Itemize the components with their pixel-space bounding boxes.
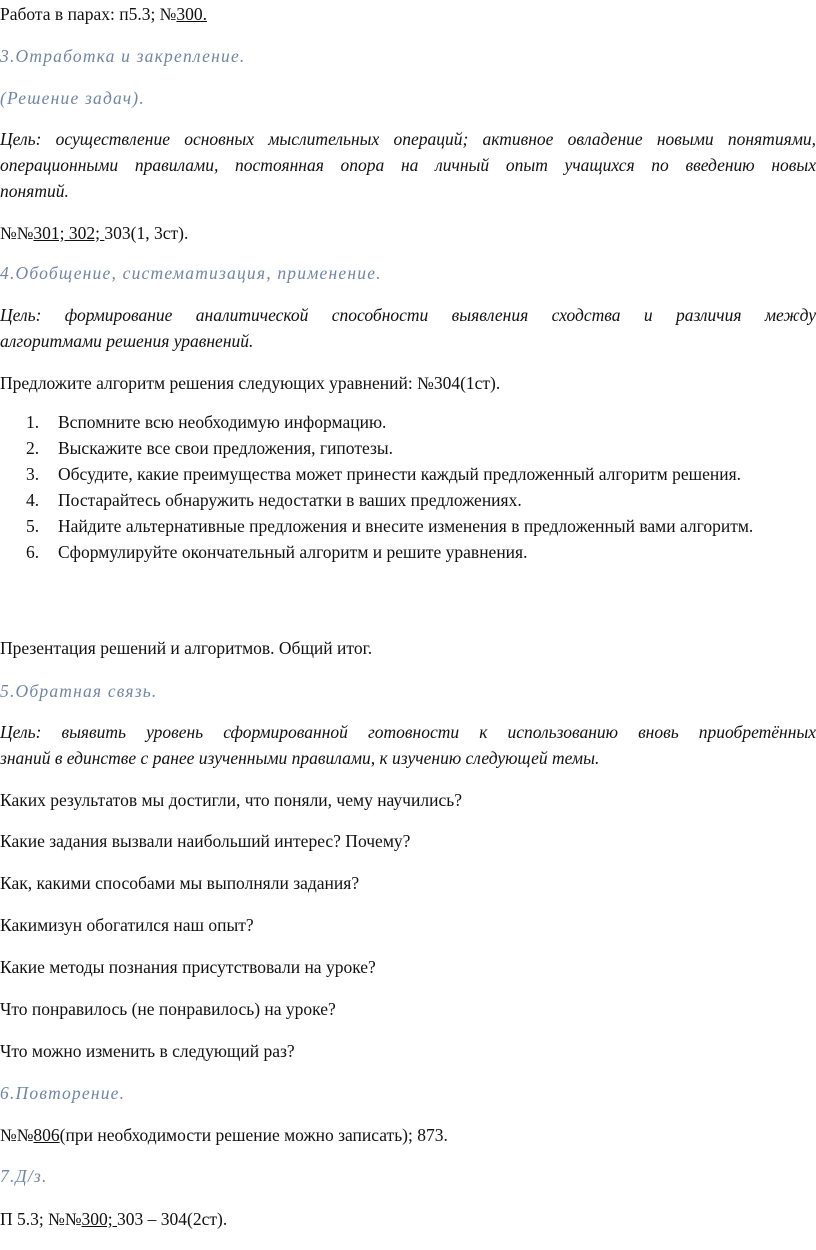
step-text: Сформулируйте окончательный алгоритм и решите уравнения. [58, 542, 528, 562]
list-item [0, 461, 816, 487]
step-text: Постарайтесь обнаружить недостатки в ваших предложениях. [58, 490, 522, 510]
step-number: 3. [26, 464, 40, 484]
presentation-line: Презентация решений и алгоритмов. Общий итог. [0, 638, 373, 658]
aim-3-line-a: Цель: выявить уровень сформированной готовности к использованию вновь приобретённых [0, 722, 816, 742]
aim-2-line-a: Цель: формирование аналитической способности выявления сходства и различия между [0, 305, 816, 325]
step-number: 1. [26, 412, 40, 432]
question-3: Как, какими способами мы выполняли задания? [0, 873, 360, 893]
step-number: 2. [26, 438, 40, 458]
aim-1-line-a: Цель: осуществление основных мыслительных операций; активное овладение новыми понятиями, [0, 129, 816, 149]
list-item [0, 487, 816, 513]
repeat-line [0, 1124, 816, 1146]
homework-link[interactable]: 300; [81, 1209, 118, 1229]
section-5-heading: 5.Обратная связь. [0, 681, 158, 701]
aim-2 [0, 302, 816, 354]
aim-1-line-b: операционными правилами, постоянная опора на личный опыт учащихся по введению новых [0, 155, 816, 175]
list-item [0, 539, 816, 565]
list-item [0, 513, 816, 539]
aim-1 [0, 126, 816, 204]
tasks-suffix: 303(1, 3ст). [104, 223, 189, 243]
homework-prefix: П 5.3; №№ [0, 1209, 82, 1229]
step-text: Выскажите все свои предложения, гипотезы. [58, 438, 393, 458]
list-item [0, 409, 816, 435]
propose-line: Предложите алгоритм решения следующих уравнений: №304(1ст). [0, 373, 501, 393]
pair-work-line [0, 3, 816, 25]
question-6: Что понравилось (не понравилось) на уроке? [0, 999, 336, 1019]
aim-2-line-b: алгоритмами решения уравнений. [0, 331, 254, 351]
step-number: 6. [26, 542, 40, 562]
question-7: Что можно изменить в следующий раз? [0, 1041, 295, 1061]
repeat-prefix: №№ [0, 1125, 34, 1145]
pair-work-link[interactable]: 300. [176, 4, 208, 24]
section-4-heading: 4.Обобщение, систематизация, применение. [0, 263, 382, 283]
step-text: Вспомните всю необходимую информацию. [58, 412, 387, 432]
repeat-link[interactable]: 806 [33, 1125, 60, 1145]
tasks-line [0, 222, 816, 244]
section-3-heading: 3.Отработка и закрепление. [0, 46, 246, 66]
aim-3 [0, 719, 816, 771]
pair-work-text: Работа в парах: п5.3; № [0, 4, 177, 24]
question-2: Какие задания вызвали наибольший интерес? Почему? [0, 831, 411, 851]
step-text: Обсудите, какие преимущества может принести каждый предложенный алгоритм решения. [58, 464, 741, 484]
tasks-link[interactable]: 301; 302; [33, 223, 105, 243]
question-4: Какимизун обогатился наш опыт? [0, 915, 254, 935]
aim-1-line-c: понятий. [0, 181, 69, 201]
step-number: 5. [26, 516, 40, 536]
homework-suffix: 303 – 304(2ст). [117, 1209, 228, 1229]
tasks-prefix: №№ [0, 223, 34, 243]
list-item [0, 435, 816, 461]
homework-line [0, 1208, 816, 1230]
step-text: Найдите альтернативные предложения и внесите изменения в предложенный вами алгоритм. [58, 516, 754, 536]
question-5: Какие методы познания присутствовали на уроке? [0, 957, 376, 977]
repeat-suffix: (при необходимости решение можно записать); 873. [59, 1125, 448, 1145]
section-6-heading: 6.Повторение. [0, 1083, 126, 1103]
steps-list [0, 409, 816, 565]
section-3-subheading: (Решение задач). [0, 88, 145, 108]
section-7-heading: 7.Д/з. [0, 1166, 48, 1186]
step-number: 4. [26, 490, 40, 510]
question-1: Каких результатов мы достигли, что поняли, чему научились? [0, 790, 462, 810]
aim-3-line-b: знаний в единстве с ранее изученными правилами, к изучению следующей темы. [0, 748, 600, 768]
